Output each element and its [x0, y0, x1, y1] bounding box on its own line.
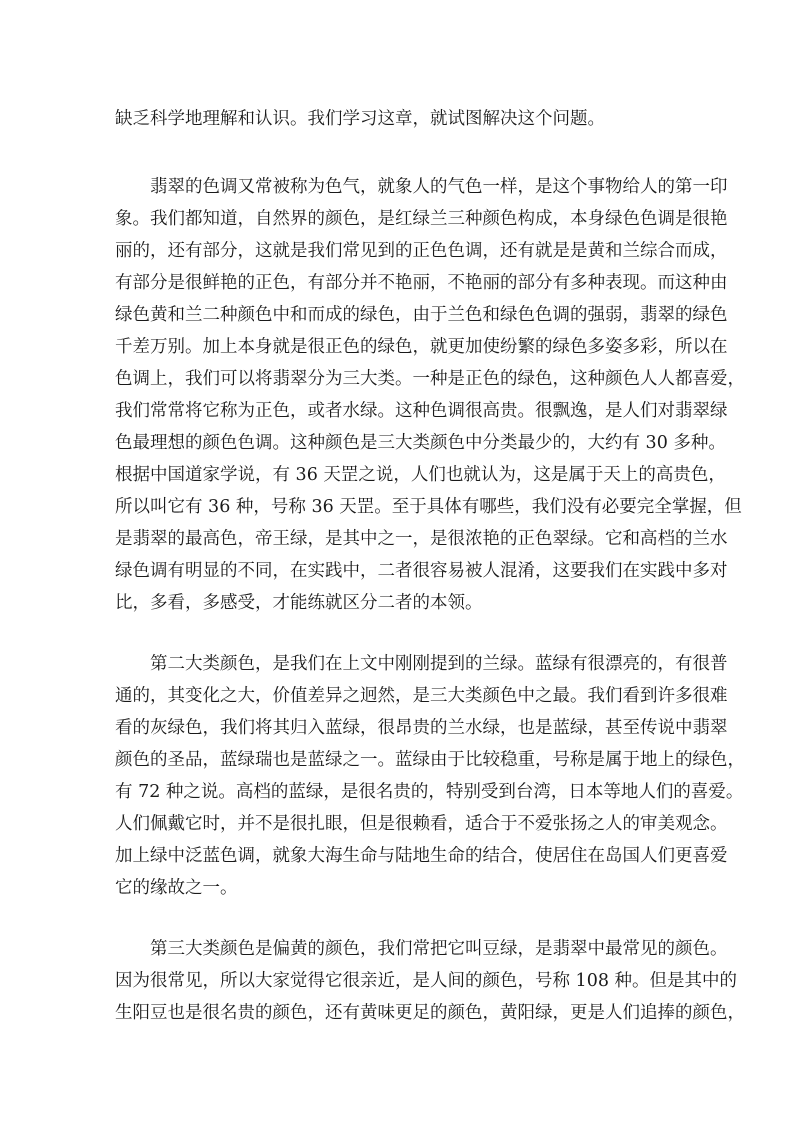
- paragraph-2-line-12: 是翡翠的最高色，帝王绿，是其中之一，是很浓艳的正色翠绿。它和高档的兰水: [115, 529, 728, 549]
- paragraph-2-line-9: 色最理想的颜色色调。这种颜色是三大类颜色中分类最少的，大约有 30 多种。: [115, 433, 726, 453]
- paragraph-4-line-1: 第三大类颜色是偏黄的颜色，我们常把它叫豆绿，是翡翠中最常见的颜色。: [150, 939, 728, 959]
- paragraph-2-line-7: 色调上，我们可以将翡翠分为三大类。一种是正色的绿色，这种颜色人人都喜爱，: [115, 369, 745, 389]
- paragraph-2-line-2: 象。我们都知道，自然界的颜色，是红绿兰三种颜色构成，本身绿色色调是很艳: [115, 209, 728, 229]
- paragraph-2-line-14: 比，多看，多感受，才能练就区分二者的本领。: [115, 593, 483, 613]
- paragraph-4-line-2: 因为很常见，所以大家觉得它很亲近，是人间的颜色，号称 108 种。但是其中的: [115, 971, 738, 991]
- paragraph-3-line-3: 看的灰绿色，我们将其归入蓝绿，很昂贵的兰水绿，也是蓝绿，甚至传说中翡翠: [115, 718, 728, 738]
- paragraph-4-line-3: 生阳豆也是很名贵的颜色，还有黄味更足的颜色，黄阳绿，更是人们追捧的颜色，: [115, 1003, 745, 1023]
- paragraph-3-line-1: 第二大类颜色，是我们在上文中刚刚提到的兰绿。蓝绿有很漂亮的，有很普: [150, 654, 728, 674]
- paragraph-2-line-3: 丽的，还有部分，这就是我们常见到的正色色调，还有就是是黄和兰综合而成，: [115, 241, 728, 261]
- paragraph-3-line-7: 加上绿中泛蓝色调，就象大海生命与陆地生命的结合，使居住在岛国人们更喜爱: [115, 846, 728, 866]
- paragraph-3-line-4: 颜色的圣品，蓝绿瑞也是蓝绿之一。蓝绿由于比较稳重，号称是属于地上的绿色，: [115, 750, 745, 770]
- paragraph-2-line-10: 根据中国道家学说，有 36 天罡之说，人们也就认为，这是属于天上的高贵色，: [115, 465, 726, 485]
- paragraph-3-line-2: 通的，其变化之大，价值差异之迥然，是三大类颜色中之最。我们看到许多很难: [115, 686, 728, 706]
- paragraph-2-line-11: 所以叫它有 36 种，号称 36 天罡。至于具体有哪些，我们没有必要完全掌握，但: [115, 497, 742, 517]
- paragraph-3-line-8: 它的缘故之一。: [115, 878, 238, 898]
- paragraph-2-line-5: 绿色黄和兰二种颜色中和而成的绿色，由于兰色和绿色色调的强弱，翡翠的绿色: [115, 305, 728, 325]
- paragraph-2-line-8: 我们常常将它称为正色，或者水绿。这种色调很高贵。很飘逸，是人们对翡翠绿: [115, 401, 728, 421]
- paragraph-2-line-1: 翡翠的色调又常被称为色气，就象人的气色一样，是这个事物给人的第一印: [150, 177, 728, 197]
- paragraph-2-line-6: 千差万别。加上本身就是很正色的绿色，就更加使纷繁的绿色多姿多彩，所以在: [115, 337, 728, 357]
- paragraph-2-line-4: 有部分是很鲜艳的正色，有部分并不艳丽，不艳丽的部分有多种表现。而这种由: [115, 273, 728, 293]
- paragraph-2-line-13: 绿色调有明显的不同，在实践中，二者很容易被人混淆，这要我们在实践中多对: [115, 561, 728, 581]
- paragraph-3-line-5: 有 72 种之说。高档的蓝绿，是很名贵的，特别受到台湾，日本等地人们的喜爱。: [115, 782, 744, 802]
- paragraph-3-line-6: 人们佩戴它时，并不是很扎眼，但是很赖看，适合于不爱张扬之人的审美观念。: [115, 814, 728, 834]
- paragraph-1-line-1: 缺乏科学地理解和认识。我们学习这章，就试图解决这个问题。: [115, 109, 605, 129]
